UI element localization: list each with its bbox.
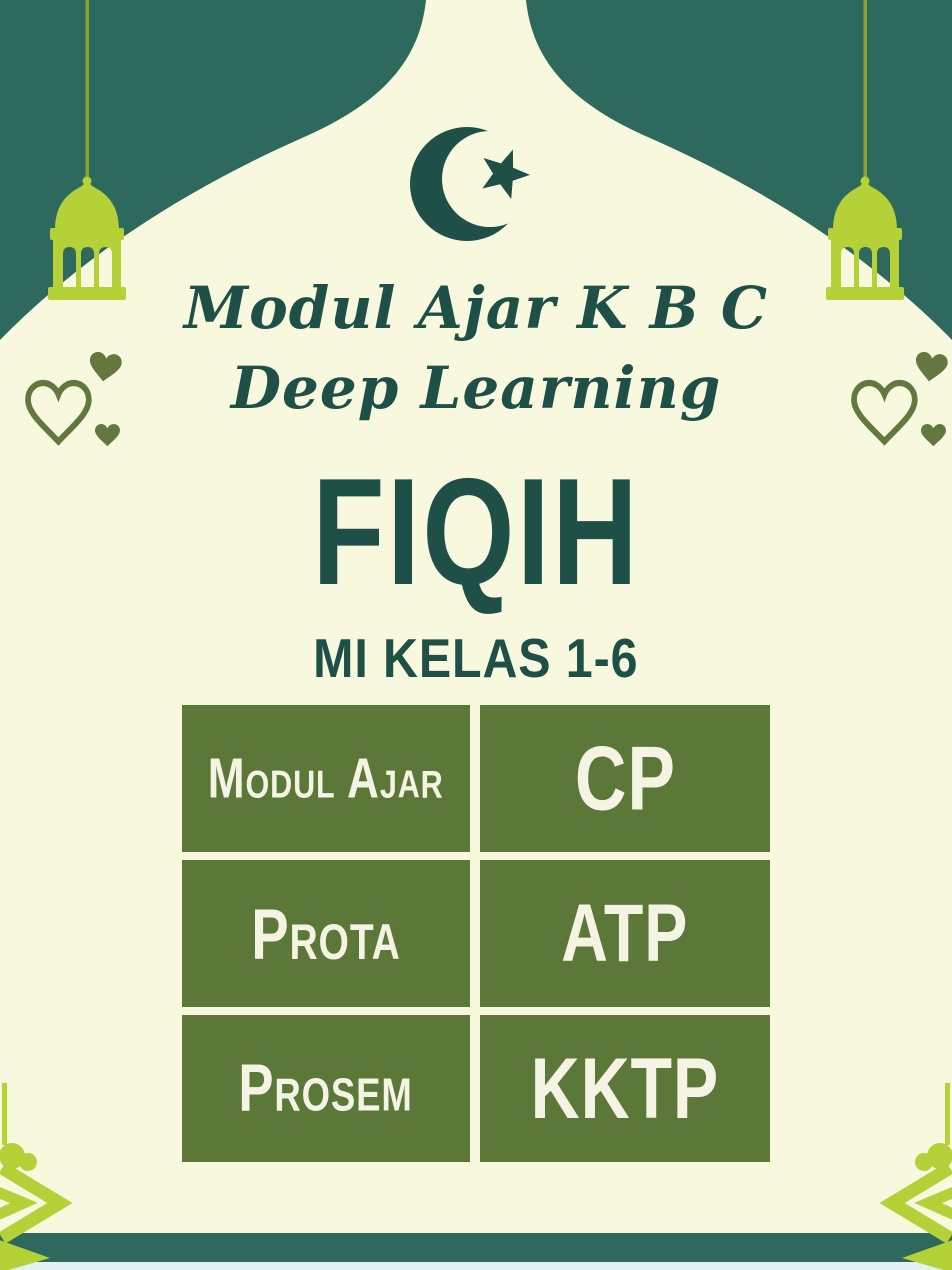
footer-bar xyxy=(0,1233,952,1262)
title-line2: Deep Learning xyxy=(230,354,722,422)
button-modul-ajar[interactable]: Modul Ajar xyxy=(182,705,470,852)
title-line1: Modul Ajar K B C xyxy=(183,274,769,342)
button-prota[interactable]: Prota xyxy=(182,860,470,1007)
grade-label xyxy=(0,628,952,688)
footer-strip xyxy=(0,1262,952,1270)
menu-button-grid xyxy=(182,705,770,1162)
button-prosem[interactable]: Prosem xyxy=(182,1015,470,1162)
button-atp[interactable]: ATP xyxy=(480,860,770,1007)
button-kktp[interactable]: KKTP xyxy=(480,1015,770,1162)
subject-text: FIQIH xyxy=(312,447,640,617)
subject-title xyxy=(0,447,952,617)
grade-text: MI KELAS 1-6 xyxy=(313,627,639,689)
button-cp[interactable]: CP xyxy=(480,705,770,852)
poster-title xyxy=(0,268,952,428)
